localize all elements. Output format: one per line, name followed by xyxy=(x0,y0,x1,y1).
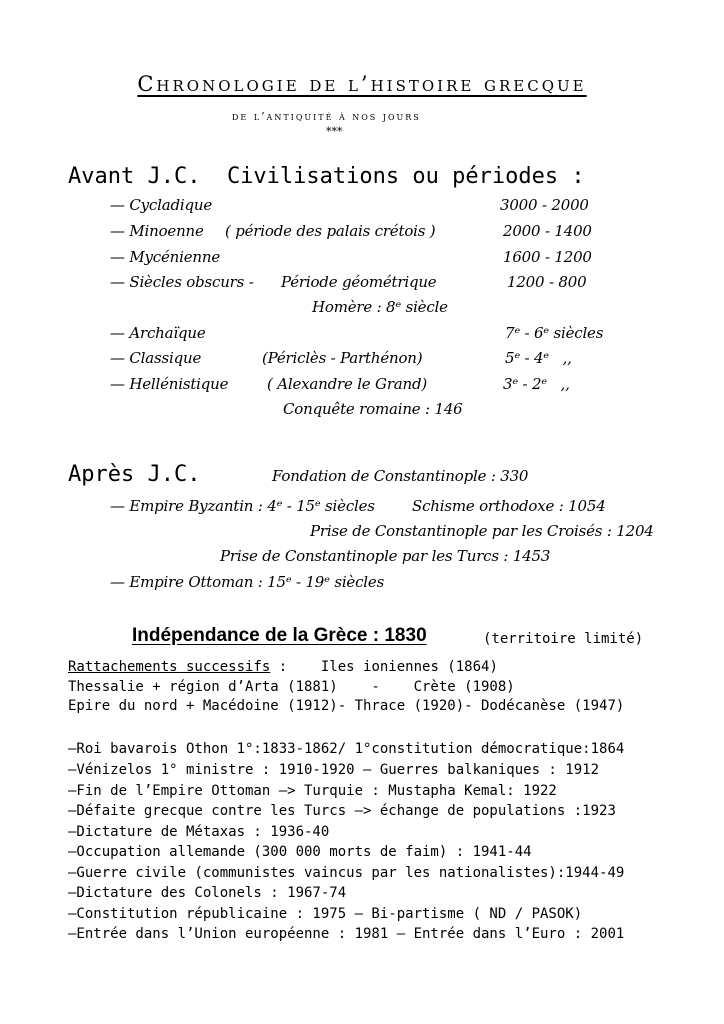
event-line: –Constitution républicaine : 1975 – Bi-partisme ( ND / PASOK) xyxy=(68,906,583,922)
event-line: –Occupation allemande (300 000 morts de faim) : 1941-44 xyxy=(68,844,532,860)
period-date: 1200 - 800 xyxy=(507,273,587,291)
period-label: — Minoenne xyxy=(110,222,204,240)
period-label: — Mycénienne xyxy=(110,248,221,266)
document-subtitle: de l’antiquité à nos jours xyxy=(232,110,421,123)
empire-byzantin: — Empire Byzantin : 4ᵉ - 15ᵉ siècles xyxy=(110,497,375,515)
event-line: –Guerre civile (communistes vaincus par les nationalistes):1944-49 xyxy=(68,865,625,881)
event-line: –Entrée dans l’Union européenne : 1981 – Entrée dans l’Euro : 2001 xyxy=(68,926,625,942)
event-line: –Fin de l’Empire Ottoman –> Turquie : Mustapha Kemal: 1922 xyxy=(68,783,557,799)
section-heading-avant-jc: Avant J.C. Civilisations ou périodes : xyxy=(68,164,585,189)
document-title: Chronologie de l’histoire grecque xyxy=(137,72,587,96)
period-date: 3000 - 2000 xyxy=(500,196,589,214)
rattachements-line-2: Thessalie + région d’Arta (1881) - Crète (1908) xyxy=(68,679,515,695)
rattachements-label: Rattachements successifs xyxy=(68,659,271,675)
schisme-orthodoxe: Schisme orthodoxe : 1054 xyxy=(412,497,606,515)
period-note: ( Alexandre le Grand) xyxy=(267,375,428,393)
conquete-romaine: Conquête romaine : 146 xyxy=(283,400,463,418)
period-label: — Hellénistique xyxy=(110,375,229,393)
period-date: 2000 - 1400 xyxy=(503,222,592,240)
event-line: –Dictature de Métaxas : 1936-40 xyxy=(68,824,330,840)
rattachements-line xyxy=(68,659,498,675)
period-note: Période géométrique xyxy=(281,273,437,291)
period-label: — Classique xyxy=(110,349,202,367)
period-note: ( période des palais crétois ) xyxy=(225,222,436,240)
prise-croises: Prise de Constantinople par les Croisés : 1204 xyxy=(310,522,654,540)
homere-note: Homère : 8ᵉ siècle xyxy=(312,298,448,316)
period-label: — Archaïque xyxy=(110,324,206,342)
event-line: –Roi bavarois Othon 1°:1833-1862/ 1°constitution démocratique:1864 xyxy=(68,741,625,757)
independence-heading: Indépendance de la Grèce : 1830 xyxy=(132,625,427,646)
prise-turcs: Prise de Constantinople par les Turcs : 1453 xyxy=(220,547,551,565)
period-label: — Siècles obscurs - xyxy=(110,273,254,291)
period-date: 1600 - 1200 xyxy=(503,248,592,266)
period-label: — Cycladique xyxy=(110,196,212,214)
period-date: 5ᵉ - 4ᵉ ,, xyxy=(505,349,572,367)
period-date: 3ᵉ - 2ᵉ ,, xyxy=(503,375,570,393)
fondation-constantinople: Fondation de Constantinople : 330 xyxy=(272,467,529,485)
period-date: 7ᵉ - 6ᵉ siècles xyxy=(505,324,604,342)
rattachements-line-3: Epire du nord + Macédoine (1912)- Thrace (1920)- Dodécanèse (1947) xyxy=(68,698,625,714)
subtitle-separator: *** xyxy=(326,125,343,138)
empire-ottoman: — Empire Ottoman : 15ᵉ - 19ᵉ siècles xyxy=(110,573,385,591)
period-note: (Périclès - Parthénon) xyxy=(262,349,423,367)
event-line: –Dictature des Colonels : 1967-74 xyxy=(68,885,347,901)
section-heading-apres-jc: Après J.C. xyxy=(68,462,201,487)
event-line: –Défaite grecque contre les Turcs –> échange de populations :1923 xyxy=(68,803,616,819)
independence-note: (territoire limité) xyxy=(483,631,644,647)
event-line: –Vénizelos 1° ministre : 1910-1920 – Guerres balkaniques : 1912 xyxy=(68,762,600,778)
rattachements-ioniennes: : Iles ioniennes (1864) xyxy=(270,659,498,675)
